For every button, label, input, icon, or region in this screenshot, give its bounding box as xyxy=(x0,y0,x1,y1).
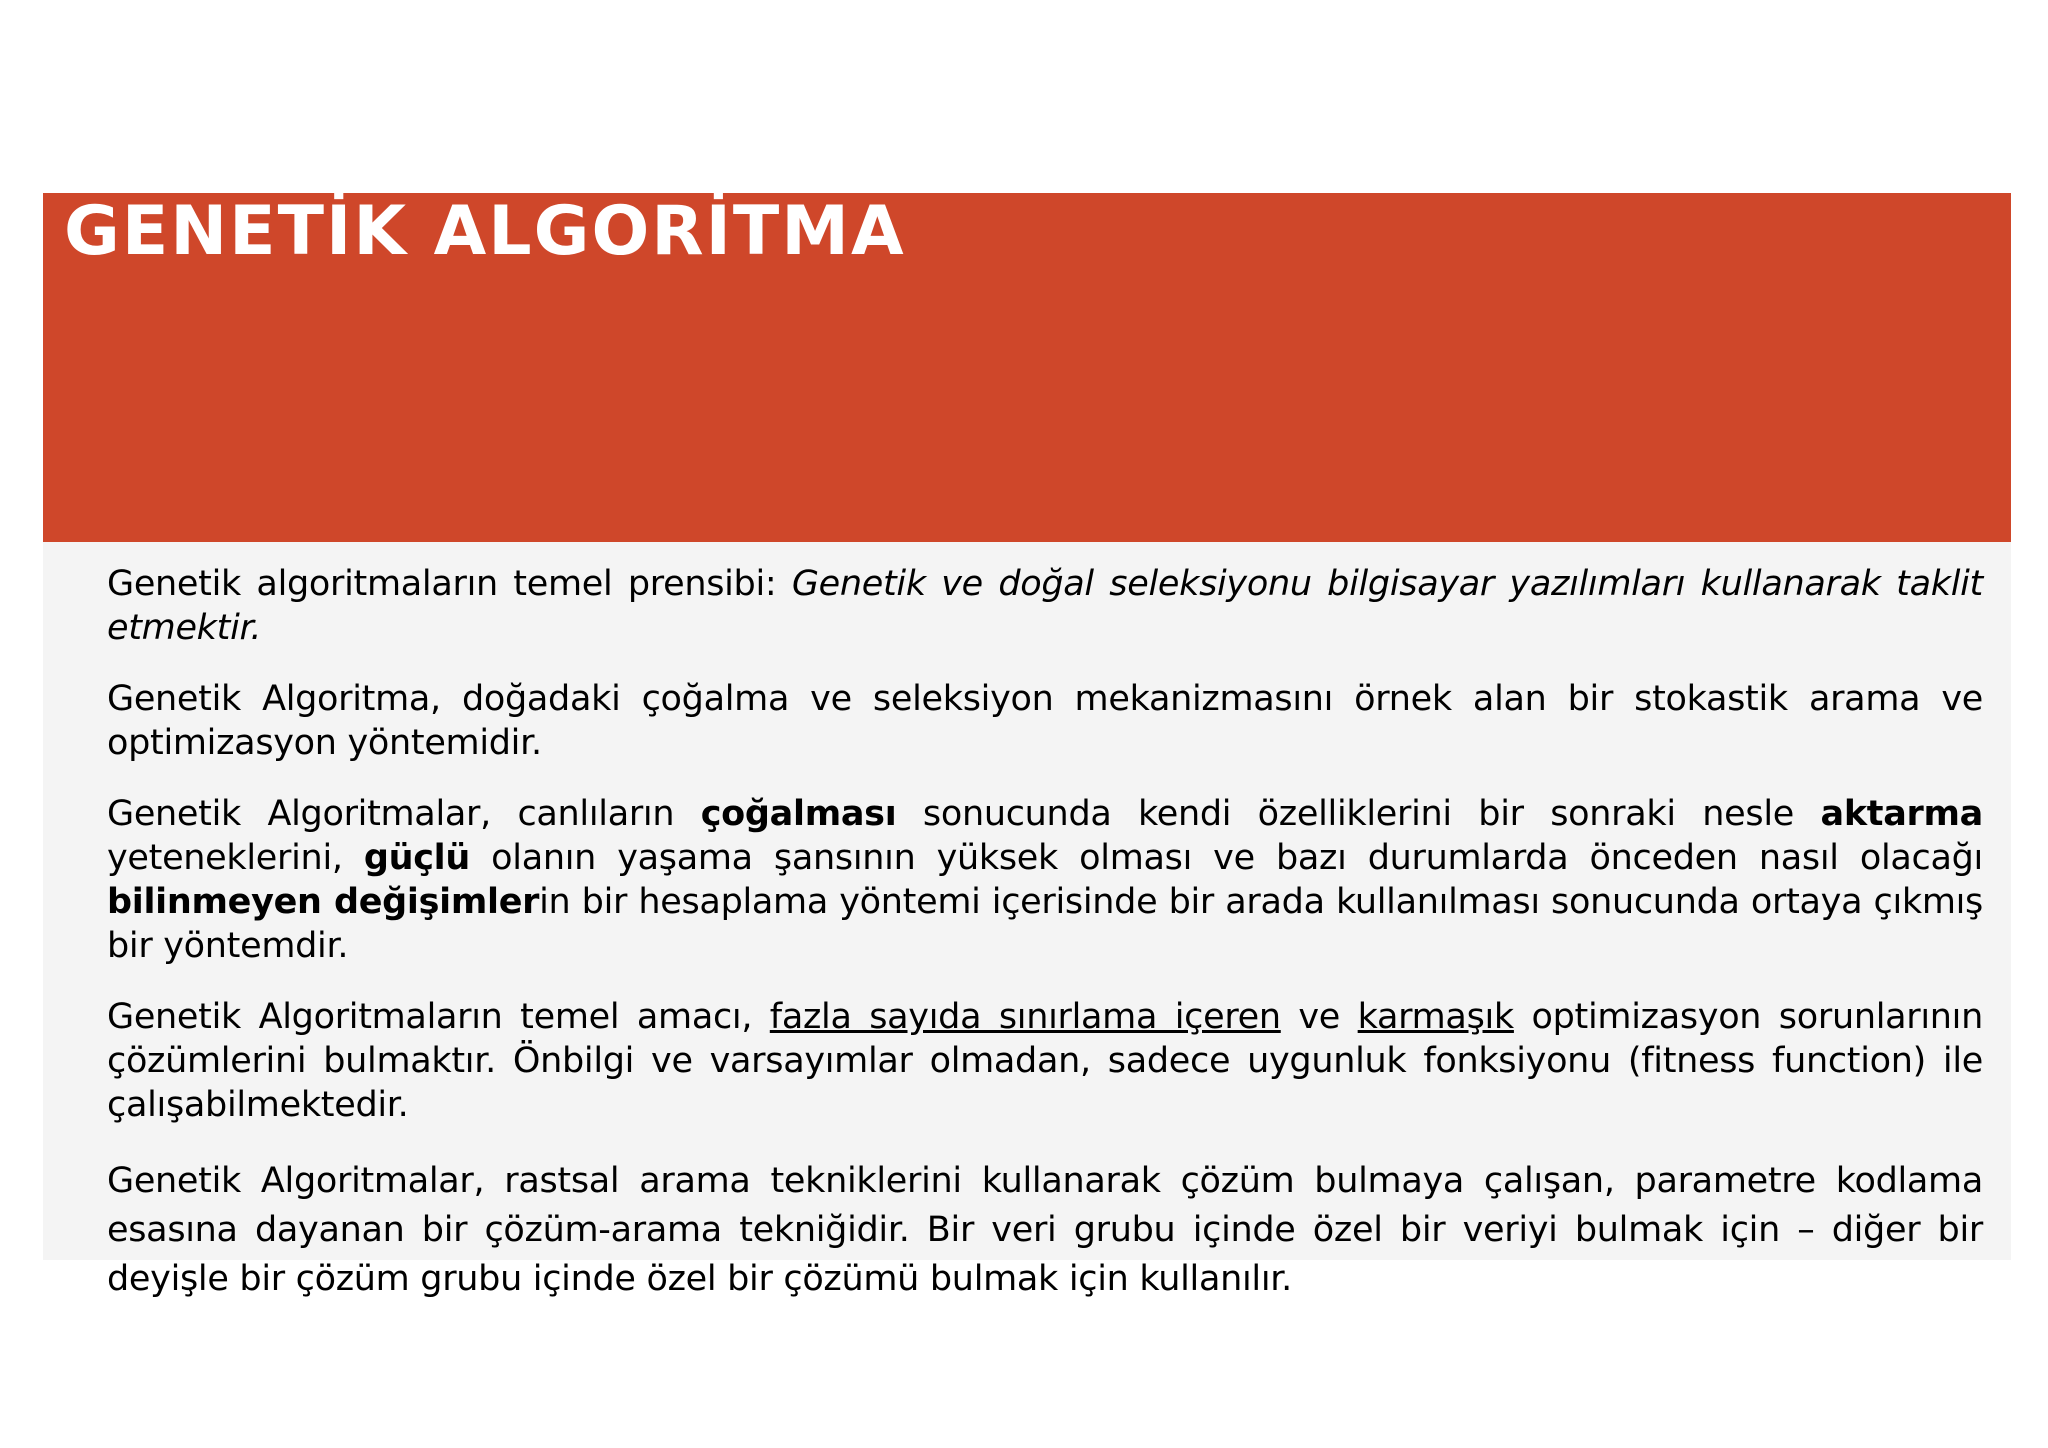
principle-label: Genetik algoritmaların temel prensibi: xyxy=(107,564,792,604)
underlined-term-complex: karmaşık xyxy=(1357,997,1514,1037)
bold-term-transfer: aktarma xyxy=(1820,794,1983,834)
origin-text: yeteneklerini, xyxy=(107,838,364,878)
bold-term-reproduction: çoğalması xyxy=(700,794,897,834)
paragraph-technique: Genetik Algoritmalar, rastsal arama tekniklerini kullanarak çözüm bulmaya çalışan, parametre kodlama esasına dayanan bir çözüm-arama tekniğidir. Bir veri grubu içinde özel bir veriyi bulmak için – diğer bir deyişle bir çözüm grubu içinde özel bir çözümü bulmak için kullanılır. xyxy=(107,1161,1983,1299)
origin-text: in bir hesaplama yöntemi içerisinde bir arada kullanılması sonucunda ortaya çıkmış bir yöntemdir. xyxy=(107,882,1983,966)
origin-text: olanın yaşama şansının yüksek olması ve bazı durumlarda önceden nasıl olacağı xyxy=(470,838,1983,878)
purpose-text: optimizasyon sorunlarının çözümlerini bulmaktır. Önbilgi ve varsayımlar olmadan, sadece uygunluk fonksiyonu (fitness function) ile çalışabilmektedir. xyxy=(107,997,1983,1125)
bold-term-unknown-changes: bilinmeyen değişimler xyxy=(107,882,540,922)
paragraph-origin xyxy=(107,792,1983,968)
paragraph-principle xyxy=(107,562,1983,650)
origin-text: sonucunda kendi özelliklerini bir sonraki nesle xyxy=(896,794,1821,834)
slide-body xyxy=(107,562,1983,1304)
paragraph-definition: Genetik Algoritma, doğadaki çoğalma ve seleksiyon mekanizmasını örnek alan bir stokastik arama ve optimizasyon yöntemidir. xyxy=(107,679,1983,763)
purpose-text: ve xyxy=(1280,997,1358,1037)
slide-title: GENETİK ALGORİTMA xyxy=(64,192,906,271)
purpose-text: Genetik Algoritmaların temel amacı, xyxy=(107,997,770,1037)
bold-term-strong: güçlü xyxy=(363,838,470,878)
underlined-term-constraints: fazla sayıda sınırlama içeren xyxy=(769,997,1281,1037)
paragraph-purpose xyxy=(107,995,1983,1127)
principle-definition: Genetik ve doğal seleksiyonu bilgisayar yazılımları kullanarak taklit etmektir. xyxy=(107,564,1983,648)
origin-text: Genetik Algoritmalar, canlıların xyxy=(107,794,701,834)
